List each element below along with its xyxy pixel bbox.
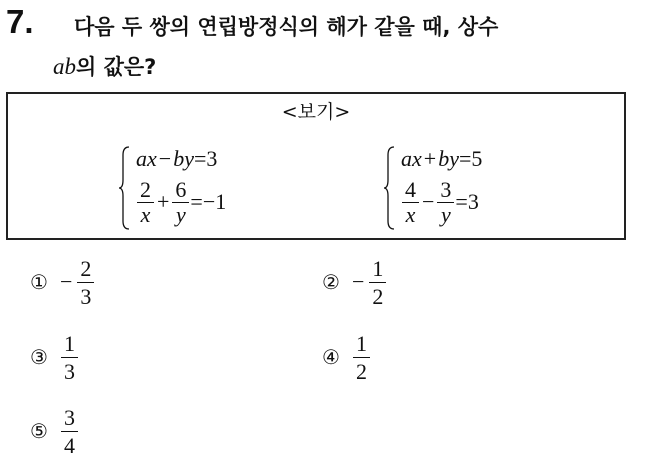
operator: − [422, 189, 435, 214]
choice-marker: ② [322, 270, 340, 294]
operator: − [158, 146, 172, 171]
numerator: 2 [80, 255, 92, 281]
numerator: 1 [63, 330, 75, 356]
choice-2[interactable] [322, 252, 387, 312]
question-text-line2 [53, 54, 156, 80]
numerator: 6 [175, 176, 187, 202]
choice-fraction [61, 404, 78, 459]
choice-3[interactable] [30, 327, 79, 387]
equation-rhs: =3 [455, 189, 479, 214]
fraction [402, 178, 419, 227]
choice-marker: ① [30, 270, 48, 294]
choice-marker: ④ [322, 345, 340, 369]
denominator: 2 [372, 283, 384, 309]
example-box-title: <보기> [281, 101, 351, 123]
equation-system-1 [118, 146, 358, 232]
choice-4[interactable] [322, 327, 371, 387]
denominator: 3 [63, 358, 75, 384]
denominator: 3 [80, 283, 92, 309]
left-brace-icon [383, 146, 395, 230]
denominator: y [441, 201, 451, 227]
numerator: 1 [355, 330, 367, 356]
equation-1-1 [136, 146, 217, 172]
term-ax: ax [401, 146, 422, 171]
term-by: by [173, 146, 194, 171]
equation-rhs: =3 [193, 146, 218, 171]
term-by: by [438, 146, 459, 171]
choice-sign: − [59, 269, 73, 294]
choice-1[interactable] [30, 252, 95, 312]
choice-fraction [77, 255, 94, 310]
equation-system-2 [383, 146, 623, 232]
numerator: 3 [63, 404, 75, 430]
choice-5[interactable] [30, 401, 79, 461]
term-ax: ax [136, 146, 157, 171]
example-box [6, 92, 626, 240]
operator: + [157, 189, 170, 214]
fraction [437, 178, 454, 227]
denominator: 4 [63, 432, 75, 458]
choice-fraction [61, 330, 78, 385]
denominator: 2 [355, 358, 367, 384]
variable-ab: ab [53, 54, 76, 79]
left-brace-icon [118, 146, 130, 230]
numerator: 3 [440, 176, 452, 202]
choice-marker: ⑤ [30, 419, 48, 443]
fraction [172, 178, 189, 227]
denominator: x [140, 201, 151, 227]
choice-fraction [369, 255, 386, 310]
denominator: y [176, 201, 186, 227]
denominator: x [405, 201, 416, 227]
equation-2-2 [401, 174, 479, 230]
equation-1-2 [136, 174, 226, 230]
choice-sign: − [351, 269, 365, 294]
numerator: 4 [405, 176, 416, 202]
choice-fraction [353, 330, 370, 385]
equation-2-1 [401, 146, 482, 172]
choice-marker: ③ [30, 345, 48, 369]
numerator: 2 [140, 176, 151, 202]
fraction [137, 178, 154, 227]
question-text-rest: 의 값은? [76, 55, 157, 79]
question-text-line1: 다음 두 쌍의 연립방정식의 해가 같을 때, 상수 [74, 15, 499, 39]
numerator: 1 [372, 255, 384, 281]
question-number: 7. [6, 3, 34, 40]
operator: + [423, 146, 437, 171]
equation-rhs: =5 [458, 146, 483, 171]
equation-rhs: =−1 [190, 189, 227, 214]
